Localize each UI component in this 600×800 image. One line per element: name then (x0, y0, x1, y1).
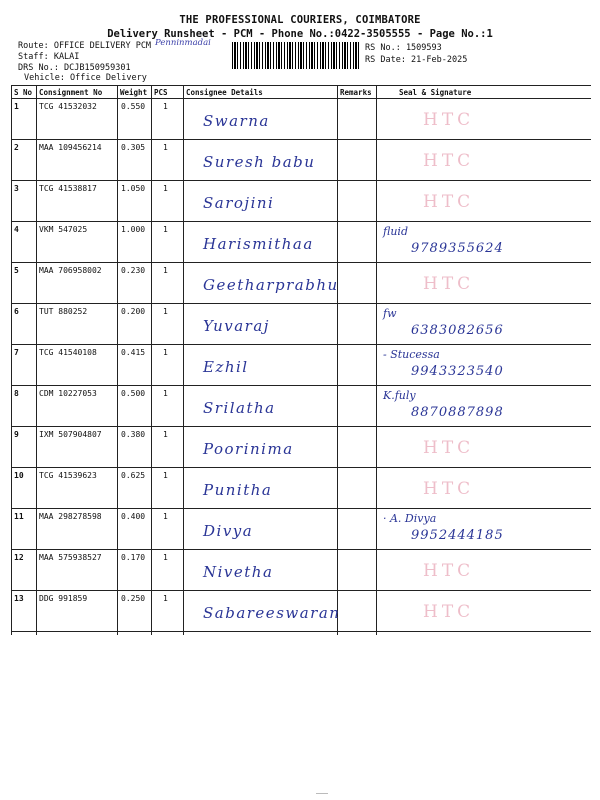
vehicle-label: Vehicle: Office Delivery (24, 73, 147, 83)
table-row (11, 98, 591, 140)
weight-cell: 0.500 (121, 389, 146, 398)
consignment-number-cell: DDG 991859 (39, 594, 88, 603)
weight-cell: 0.305 (121, 143, 146, 152)
runsheet-title: Delivery Runsheet - PCM - Phone No.:0422-3505555 - Page No.:1 (107, 28, 493, 40)
sno-cell: 1 (14, 102, 19, 111)
sno-cell: 5 (14, 266, 19, 275)
pieces-cell: 1 (163, 225, 168, 234)
consignee-name: Punitha (203, 481, 273, 499)
page-mark (316, 793, 328, 794)
table-row (11, 590, 591, 632)
consignee-name: Sabareeswaran (203, 604, 341, 622)
pieces-cell: 1 (163, 512, 168, 521)
table-row (11, 467, 591, 509)
handwritten-signature: fw (383, 307, 397, 320)
rs-date: RS Date: 21-Feb-2025 (365, 55, 468, 65)
consignee-name: Divya (203, 522, 254, 540)
pieces-cell: 1 (163, 143, 168, 152)
consignee-name: Geetharprabhu (203, 276, 339, 294)
weight-cell: 0.400 (121, 512, 146, 521)
handwritten-phone: 6383082656 (411, 323, 504, 338)
consignment-number-cell: TCG 41538817 (39, 184, 97, 193)
weight-cell: 0.625 (121, 471, 146, 480)
consignment-number-cell: MAA 109456214 (39, 143, 102, 152)
handwritten-signature: - Stucessa (383, 348, 440, 361)
weight-cell: 0.230 (121, 266, 146, 275)
sno-cell: 10 (14, 471, 24, 480)
weight-cell: 1.050 (121, 184, 146, 193)
table-row (11, 262, 591, 304)
weight-cell: 0.170 (121, 553, 146, 562)
delivery-table (11, 85, 591, 635)
handwritten-signature: · A. Divya (383, 512, 437, 525)
sno-cell: 13 (14, 594, 24, 603)
table-row (11, 385, 591, 427)
header-weight: Weight (120, 88, 148, 97)
seal-stamp: HTC (423, 192, 475, 212)
consignment-number-cell: TCG 41540108 (39, 348, 97, 357)
pieces-cell: 1 (163, 430, 168, 439)
seal-stamp: HTC (423, 602, 475, 622)
table-row (11, 221, 591, 263)
weight-cell: 0.550 (121, 102, 146, 111)
consignee-name: Ezhil (203, 358, 249, 376)
consignee-name: Harismithaa (203, 235, 314, 253)
sno-cell: 4 (14, 225, 19, 234)
consignment-number-cell: CDM 10227053 (39, 389, 97, 398)
consignee-name: Nivetha (203, 563, 274, 581)
header-sno: S No (14, 88, 33, 97)
rs-number: RS No.: 1509593 (365, 43, 442, 53)
handwritten-phone: 9952444185 (411, 528, 504, 543)
sno-cell: 11 (14, 512, 24, 521)
header-seal: Seal & Signature (399, 88, 472, 97)
consignee-name: Poorinima (203, 440, 294, 458)
pieces-cell: 1 (163, 348, 168, 357)
drs-number: DRS No.: DCJB150959301 (18, 63, 131, 73)
pieces-cell: 1 (163, 266, 168, 275)
pieces-cell: 1 (163, 102, 168, 111)
sno-cell: 8 (14, 389, 19, 398)
seal-stamp: HTC (423, 274, 475, 294)
staff-label: Staff: KALAI (18, 52, 80, 62)
consignee-name: Suresh babu (203, 153, 316, 171)
table-row (11, 139, 591, 181)
consignment-number-cell: TCG 41532032 (39, 102, 97, 111)
weight-cell: 0.380 (121, 430, 146, 439)
sno-cell: 2 (14, 143, 19, 152)
sno-cell: 6 (14, 307, 19, 316)
weight-cell: 0.200 (121, 307, 146, 316)
weight-cell: 1.000 (121, 225, 146, 234)
sno-cell: 9 (14, 430, 19, 439)
consignment-number-cell: IXM 507904807 (39, 430, 102, 439)
pieces-cell: 1 (163, 389, 168, 398)
table-row (11, 508, 591, 550)
barcode (232, 42, 360, 69)
sno-cell: 12 (14, 553, 24, 562)
sno-cell: 7 (14, 348, 19, 357)
header-consignee: Consignee Details (186, 88, 263, 97)
seal-stamp: HTC (423, 110, 475, 130)
route-label: Route: OFFICE DELIVERY PCM (18, 41, 152, 51)
handwritten-phone: 8870887898 (411, 405, 504, 420)
handwritten-signature: fluid (383, 225, 408, 238)
header-remarks: Remarks (340, 88, 372, 97)
pieces-cell: 1 (163, 184, 168, 193)
handwritten-phone: 9943323540 (411, 364, 504, 379)
seal-stamp: HTC (423, 438, 475, 458)
sno-cell: 3 (14, 184, 19, 193)
consignment-number-cell: VKM 547025 (39, 225, 88, 234)
consignee-name: Yuvaraj (203, 317, 270, 335)
pieces-cell: 1 (163, 471, 168, 480)
consignment-number-cell: TCG 41539623 (39, 471, 97, 480)
consignee-name: Swarna (203, 112, 270, 130)
table-border-top (11, 85, 591, 86)
seal-stamp: HTC (423, 151, 475, 171)
seal-stamp: HTC (423, 561, 475, 581)
table-row (11, 344, 591, 386)
weight-cell: 0.250 (121, 594, 146, 603)
consignee-name: Sarojini (203, 194, 275, 212)
weight-cell: 0.415 (121, 348, 146, 357)
table-row (11, 303, 591, 345)
pieces-cell: 1 (163, 553, 168, 562)
consignment-number-cell: TUT 880252 (39, 307, 88, 316)
table-row (11, 549, 591, 591)
pieces-cell: 1 (163, 594, 168, 603)
route-handwritten-note: Penninmadai (155, 38, 211, 48)
company-name: THE PROFESSIONAL COURIERS, COIMBATORE (179, 14, 421, 26)
pieces-cell: 1 (163, 307, 168, 316)
consignment-number-cell: MAA 575938527 (39, 553, 102, 562)
seal-stamp: HTC (423, 479, 475, 499)
header-pcs: PCS (154, 88, 168, 97)
consignment-number-cell: MAA 298278598 (39, 512, 102, 521)
row-divider (11, 631, 591, 632)
handwritten-phone: 9789355624 (411, 241, 504, 256)
header-consignment: Consignment No (39, 88, 103, 97)
consignee-name: Srilatha (203, 399, 276, 417)
handwritten-signature: K.fuly (383, 389, 416, 402)
table-row (11, 180, 591, 222)
table-row (11, 426, 591, 468)
consignment-number-cell: MAA 706958002 (39, 266, 102, 275)
